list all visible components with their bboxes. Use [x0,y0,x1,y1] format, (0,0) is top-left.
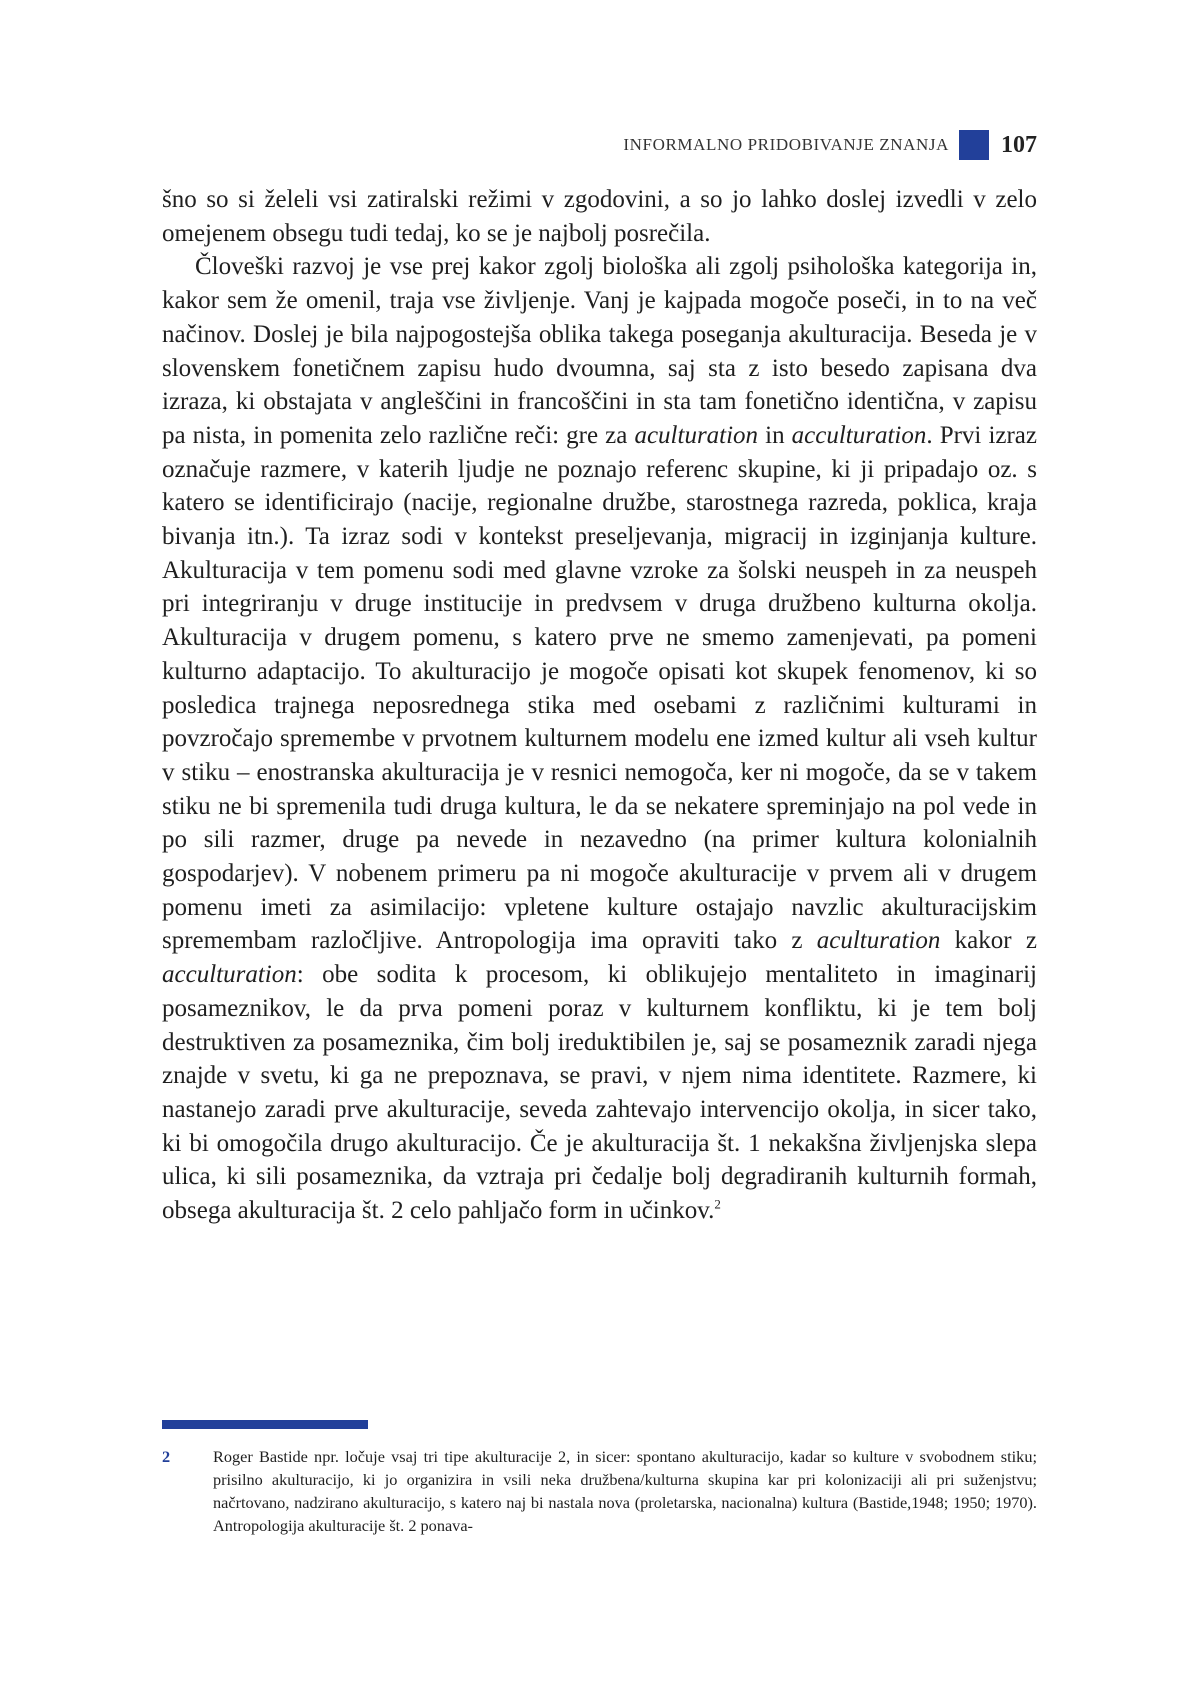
italic-term: aculturation [816,927,941,955]
footnote [162,1445,1037,1537]
footnote-text: Roger Bastide npr. ločuje vsaj tri tipe akulturacije 2, in sicer: spontano akulturacijo, kadar so kulture v svobodnem stiku; prisilno akulturacijo, ki jo organizira in vsili neka družbena/kulturna skupina kar pri kolonizaciji ali pri suženjstvu; načrtovano, nadzirano akulturacijo, s katero naj bi nastala nova (proletarska, nacionalna) kultura (Bastide,1948; 1950; 1970). Antropologija akulturacije št. 2 ponava- [213,1447,1037,1535]
italic-term: aculturation [634,421,759,449]
paragraph-1: šno so si želeli vsi zatiralski režimi v zgodovini, a so jo lahko doslej izvedli v zelo omejenem obsegu tudi tedaj, ko se je najbolj posrečila. [162,186,1037,247]
paragraph-text: : obe sodita k procesom, ki oblikujejo mentaliteto in imaginarij posameznikov, le da prva pomeni poraz v kulturnem konfliktu, ki je tem bolj destruktiven za posameznika, čim bolj ireduktibilen je, saj se posameznik zaradi njega znajde v svetu, ki ga ne prepoznava, se pravi, v njem nima identitete. Razmere, ki nastanejo zaradi prve akulturacije, seveda zahtevajo intervencijo okolja, in sicer tako, ki bi omogočila drugo akulturacijo. Če je akulturacija št. 1 nekakšna življenjska slepa ulica, ki sili posameznika, da vztraja pri čedalje bolj degradiranih kulturnih formah, obsega akulturacija št. 2 celo pahljačo form in učinkov. [162,961,1037,1225]
footnote-separator [162,1420,368,1429]
italic-term: acculturation [162,961,297,989]
footnote-number: 2 [162,1447,171,1466]
running-title: INFORMALNO PRIDOBIVANJE ZNANJA [623,135,949,154]
paragraph-text: kakor z [940,927,1037,955]
italic-term: acculturation [791,421,927,449]
paragraph-text: . Prvi izraz označuje razmere, v katerih ljudje ne poznajo referenc skupine, ki ji pripadajo oz. s katero se identificirajo (nacije, regionalne družbe, starostnega razreda, poklica, kraja bivanja itn.). Ta izraz sodi v kontekst preseljevanja, migracij in izginjanja kulture. Akulturacija v tem pomenu sodi med glavne vzroke za šolski neuspeh in za neuspeh pri integriranju v druge institucije in predvsem v druga družbeno kulturna okolja. Akulturacija v drugem pomenu, s katero prve ne smemo zamenjevati, pa pomeni kulturno adaptacijo. To akulturacijo je mogoče opisati kot skupek fenomenov, ki so posledica trajnega neposrednega stika med osebami z različnimi kulturami in povzročajo spremembe v prvotnem kulturnem modelu ene izmed kultur ali vseh kultur v stiku – enostranska akulturacija je v resnici nemogoča, ker ni mogoče, da se v takem stiku ne bi spremenila tudi druga kultura, le da se nekatere spreminjajo na pol vede in po sili razmer, druge pa nevede in nezavedno (na primer kultura kolonialnih gospodarjev). V nobenem primeru pa ni mogoče akulturacije v prvem ali v drugem pomenu imeti za asimilacijo: vpletene kulture ostajajo navzlic akulturacijskim spremembam razločljive. Antropologija ima opraviti tako z [162,421,1038,955]
header-accent-square [959,130,989,160]
paragraph-2 [162,250,1037,1227]
main-text [162,183,1037,1228]
page-number: 107 [1001,131,1037,158]
running-header [623,128,1037,162]
paragraph-text: in [758,421,792,449]
footnote-reference[interactable]: 2 [714,1196,721,1212]
paragraph-text: Človeški razvoj je vse prej kakor zgolj biološka ali zgolj psihološka kategorija in, kakor sem že omenil, traja vse življenje. Vanj je kajpada mogoče poseči, in to na več načinov. Doslej je bila najpogostejša oblika takega poseganja akulturacija. Beseda je v slovenskem fonetičnem zapisu hudo dvoumna, saj sta z isto besedo zapisana dva izraza, ki obstajata v angleščini in francoščini in sta tam fonetično identična, v zapisu pa nista, in pomenita zelo različne reči: gre za [162,253,1037,449]
